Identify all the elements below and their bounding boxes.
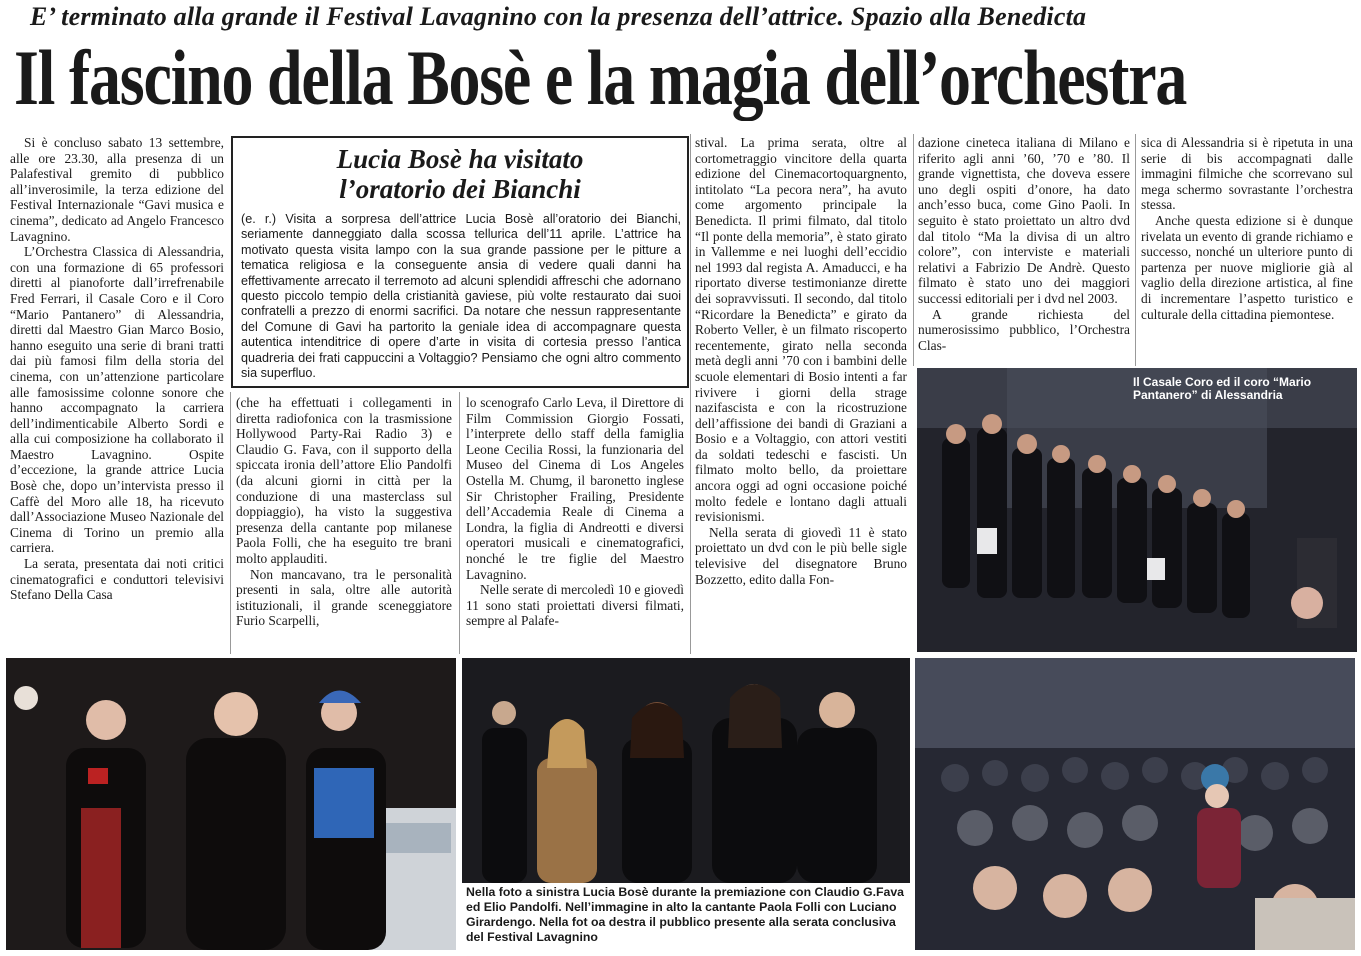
photo-audience-image bbox=[915, 658, 1355, 950]
article-column-5 bbox=[918, 135, 1130, 365]
paragraph: Nelle serate di mercoledì 10 e giovedì 11 sono stati proiettati diversi filmati, sempre al Palafe- bbox=[466, 582, 684, 629]
photo-caption-box: Nella foto a sinistra Lucia Bosè durante la premiazione con Claudio G.Fava ed Elio Pandolfi. Nell’immagine in alto la cantante Paola Folli con Luciano Girardengo. Nella fot oa destra il pubblico presente alla serata conclusiva del Festival Lavagnino bbox=[462, 883, 910, 949]
sidebar-box bbox=[231, 136, 689, 388]
paragraph: L’Orchestra Classica di Alessandria, con una formazione di 65 professori diretti al pianoforte dall’irrefrenabile Fred Ferrari, il Casale Coro e il Coro “Mario Pantanero” di Alessandria, diretti dal Maestro Gian Marco Bosio, hanno eseguito una serie di brani tratti dai più famosi film della storia del cinema, con un’attenzione particolare alle famosissime colonne sonore che hanno accompagnato la carriera dell’indimenticabile Alberto Sordi e alla cui composizione ha collaborato il Maestro Lavagnino. Ospite d’eccezione, la grande attrice Lucia Bosè che, dopo un’intervista presso il Caffè del Moro alle 18, ha ricevuto dall’Associazione Museo Nazionale del Cinema di Torino un premio alla carriera. bbox=[10, 244, 224, 556]
photo-choir-image bbox=[917, 368, 1357, 652]
paragraph: La serata, presentata dai noti critici cinematografici e conduttori televisivi Stefano Della Casa bbox=[10, 556, 224, 603]
column-rule bbox=[913, 134, 914, 366]
paragraph: Non mancavano, tra le personalità presenti in sala, oltre alle autorità istituzionali, il grande sceneggiatore Furio Scarpelli, bbox=[236, 566, 452, 629]
sidebar-title-line: l’oratorio dei Bianchi bbox=[339, 174, 581, 204]
paragraph: dazione cineteca italiana di Milano e riferito agli anni ’60, ’70 e ’80. Il grande vignettista, che doveva essere uno degli ospiti d’onore, ha dato anch’esso buca, come Gino Paoli. In seguito è stato proiettato un altro dvd dal titolo “Ma la divisa di un altro colore”, con interviste e materiali relativi a Fabrizio De Andrè. Questo filmato è stato uno dei maggiori successi editoriali per i dvd nel 2003. bbox=[918, 135, 1130, 306]
main-headline: Il fascino della Bosè e la magia dell’orchestra bbox=[14, 34, 1187, 121]
photo-choir-caption: Il Casale Coro ed il coro “Mario Pantanero” di Alessandria bbox=[1133, 375, 1312, 402]
paragraph: lo scenografo Carlo Leva, il Direttore di Film Commission Giorgio Fossati, l’interprete dello staff della famiglia Leone Cecilia Rossi, la funzionaria del Museo del Cinema di Los Angeles Ostella M. Chumg, il baronetto inglese Sir Christopher Frailing, Presidente dell’Accademia Reale di Cinema a Londra, la figlia di Andreotti e diversi operatori musicali e cinematografici, nonché le tre figlie del Maestro Lavagnino. bbox=[466, 395, 684, 582]
column-rule bbox=[1135, 134, 1136, 366]
paragraph: A grande richiesta del numerosissimo pubblico, l’Orchestra Clas- bbox=[918, 306, 1130, 353]
photo-award bbox=[6, 658, 456, 950]
sidebar-title bbox=[233, 144, 687, 204]
photo-audience bbox=[915, 658, 1355, 950]
article-column-1 bbox=[10, 135, 224, 655]
column-rule bbox=[690, 134, 691, 654]
article-column-3 bbox=[466, 395, 684, 655]
article-column-2 bbox=[236, 395, 452, 655]
photo-singer-group bbox=[462, 658, 910, 883]
column-rule bbox=[230, 392, 231, 654]
paragraph: stival. La prima serata, oltre al cortometraggio vincitore della quarta edizione del Cinemacortoquargnento, intitolato “La pecora nera”, ha avuto come argomento principale la Benedicta. Il primi filmato, dal titolo “Il ponte della memoria”, è stato girato in Vallemme e nei luoghi dell’eccidio nel 1993 dal regista A. Amaducci, e ha riportato diverse testimonianze dirette dei sopravvissuti. Il secondo, dal titolo “Ricordare la Benedicta” e girato da Roberto Veller, è un filmato riscoperto recentemente, girato nella seconda metà degli anni ’70 con i bambini delle scuole elementari di Bosio intenti a far rivivere i giorni della strage nazifascista e con la ricostruzione dell’affissione dei bandi di Graziani a Bosio e a Voltaggio, con attori vestiti da soldati tedeschi e fascisti. Un filmato molto bello, da proiettare ancora oggi ad ogni occasione poiché molto fedele e lontano dagli attuali revisionismi. bbox=[695, 135, 907, 525]
article-column-4 bbox=[695, 135, 907, 655]
kicker-headline: E’ terminato alla grande il Festival Lavagnino con la presenza dell’attrice. Spazio alla Benedicta bbox=[30, 2, 1087, 31]
column-rule bbox=[459, 392, 460, 654]
photo-choir bbox=[917, 368, 1357, 652]
article-column-6 bbox=[1141, 135, 1353, 365]
paragraph: (che ha effettuati i collegamenti in diretta radiofonica con la trasmissione Hollywood Party-Rai Radio 3) e Claudio G. Fava, con il supporto della spiccata ironia dell’attore Elio Pandolfi (da alcuni giorni in città per la conduzione di una masterclass sul doppiaggio), ha visto la suggestiva presenza della cantante pop milanese Paola Folli, che ha eseguito tre brani molto applauditi. bbox=[236, 395, 452, 566]
paragraph: Si è concluso sabato 13 settembre, alle ore 23.30, alla presenza di un Palafestival gremito di pubblico all’inverosimile, la terza edizione del Festival Internazionale “Gavi musica e cinema”, dedicato ad Angelo Francesco Lavagnino. bbox=[10, 135, 224, 244]
paragraph: Nella serata di giovedì 11 è stato proiettato un dvd con le più belle sigle televisive del disegnatore Bruno Bozzetto, edito dalla Fon- bbox=[695, 524, 907, 587]
sidebar-title-line: Lucia Bosè ha visitato bbox=[336, 144, 584, 174]
photo-award-image bbox=[6, 658, 456, 950]
paragraph: Anche questa edizione si è dunque rivelata un evento di grande richiamo e successo, nonché un ulteriore punto di partenza per nuove migliorie già al vaglio della direzione artistica, al fine di incrementare l’aspetto turistico e culturale della cittadina piemontese. bbox=[1141, 212, 1353, 322]
photo-singer-group-image bbox=[462, 658, 910, 883]
sidebar-text: (e. r.) Visita a sorpresa dell’attrice Lucia Bosè all’oratorio dei Bianchi, seriamente danneggiato dalla scossa tellurica dell’11 aprile. L’attrice ha motivato questa visita lampo con la sua grande passione per le pitture a tematica religiosa e la conseguente ansia di vedere quali danni ha effettivamente arrecato il terremoto ad alcuni splendidi affreschi che adornano questo piccolo tempio della cristianità gaviese, più volte restaurato dai suoi confratelli a prezzo di enormi sacrifici. Da notare che nessun rappresentante del Comune di Gavi ha partorito la geniale idea di accompagnare questa autentica intenditrice di opere d’arte in visita di cortesia presso l’antica quadreria dei frati cappuccini a Voltaggio? Pensiamo che ogni altro commento sia superfluo. bbox=[241, 212, 681, 381]
paragraph: sica di Alessandria si è ripetuta in una serie di bis accompagnati dalle immagini filmiche che scorrevano sul mega schermo sovrastante l’orchestra stessa. bbox=[1141, 135, 1353, 213]
